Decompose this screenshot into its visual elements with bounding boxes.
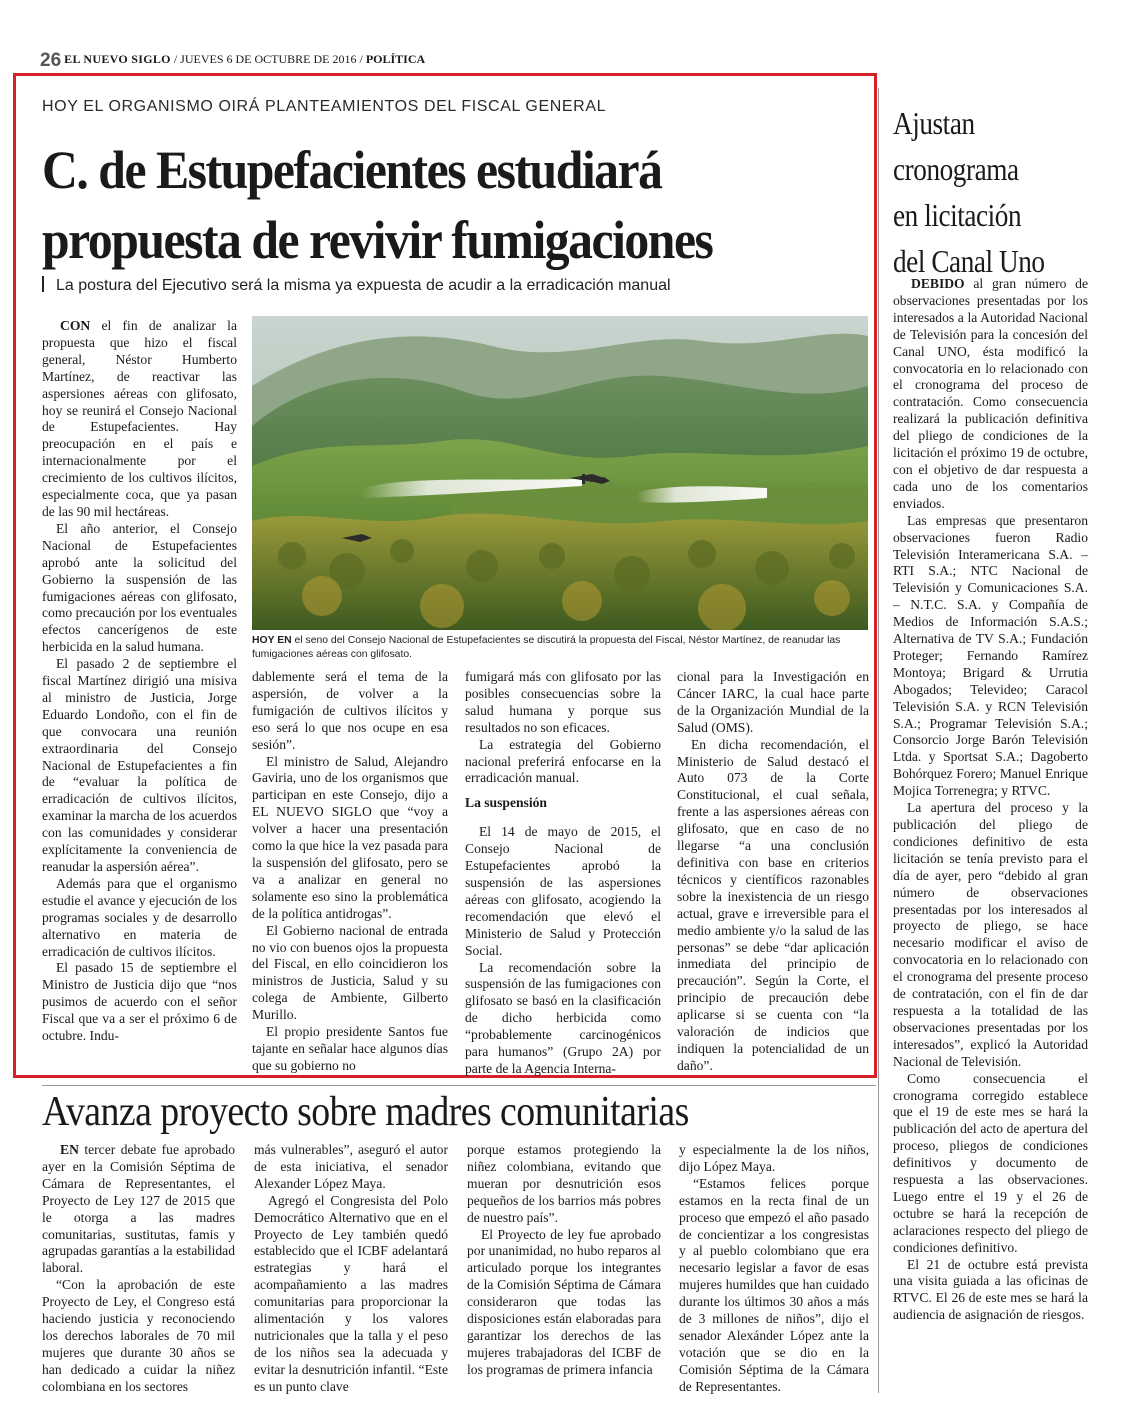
aerial-spraying-photo xyxy=(252,316,868,630)
lead-word: CON xyxy=(60,318,91,333)
paragraph-text: al gran número de observaciones presentadas por los interesados a la Autoridad Nacional de Televisión para la concesión del Canal UNO, ésta modificó la convocatoria en lo relacionado con el cronograma del proceso de contratación. Como consecuencia realizará la publicación definitiva del pliego de condiciones de la licitación el próximo 19 de octubre, con el objetivo de dar respuesta a cada uno de los comentarios enviados. xyxy=(893,276,1088,511)
subhead-bar xyxy=(42,276,44,292)
sidebar-paragraph xyxy=(893,276,1088,513)
lead-paragraph: El Gobierno nacional de entrada no vio con buenos ojos la propuesta del Fiscal, en ello coincidieron los ministros de Justicia, Salud y su colega de Ambiente, Gilberto Murillo. xyxy=(252,922,448,1023)
page-folio: 26 EL NUEVO SIGLO / JUEVES 6 DE OCTUBRE DE 2016 / POLÍTICA xyxy=(40,50,426,71)
lead-column-4 xyxy=(677,669,869,1075)
lead-paragraph: La estrategia del Gobierno nacional preferirá enfocarse en la erradicación manual. xyxy=(465,736,661,786)
sidebar-paragraph: Como consecuencia el cronograma corregido establece que el 19 de este mes se hará la publicación del acto de apertura del proceso, pliegos de condiciones definitivos y documento de respuesta a las observaciones. Luego entre el 19 y el 26 de octubre se hará la recepción de aclaraciones respecto del pliego de condiciones definitivo. xyxy=(893,1070,1088,1255)
lead-paragraph: fumigará más con glifosato por las posibles consecuencias sobre la salud humana y porque sus resultados no son eficaces. xyxy=(465,669,661,735)
second-column-1 xyxy=(42,1142,235,1396)
lead-kicker: HOY EL ORGANISMO OIRÁ PLANTEAMIENTOS DEL FISCAL GENERAL xyxy=(42,98,607,115)
lead-paragraph: El año anterior, el Consejo Nacional de Estupefacientes aprobó ante la solicitud del Gobierno la suspensión de las fumigaciones aéreas con glifosato, como precaución por los eventuales efectos cancerígenos de este herbicida en la salud humana. xyxy=(42,520,237,655)
lead-paragraph xyxy=(42,318,237,521)
lead-headline-line-1: C. de Estupefacientes estudiará xyxy=(42,140,662,200)
lead-paragraph: cional para la Investigación en Cáncer IARC, la cual hace parte de la Organización Mundial de la Salud (OMS). xyxy=(677,669,869,735)
sidebar-paragraph: La apertura del proceso y la publicación del pliego de condiciones definitivo de esta licitación se tenía previsto para el día de ayer, pero “debido al gran número de observaciones presentadas por los interesados al proyecto de pliego, se hace necesario modificar el aviso de convocatoria en lo relacionado con el cronograma del presente proceso de contratación, con el fin de dar respuesta a la totalidad de las observaciones presentadas por los interesados”, explicó la Autoridad Nacional de Televisión. xyxy=(893,800,1088,1069)
paragraph-text: tercer debate fue aprobado ayer en la Comisión Séptima de Cámara de Representantes, el Proyecto de Ley 127 de 2015 que le otorga a las madres comunitarias, sustitutas, famis y agrupadas garantías a la estabilidad laboral. xyxy=(42,1142,235,1276)
sidebar-headline-line-1: Ajustan xyxy=(893,105,975,141)
lead-paragraph: El 14 de mayo de 2015, el Consejo Nacional de Estupefacientes aprobó la suspensión de las aspersiones aéreas con glifosato, acogiendo la recomendación que elevó el Ministerio de Salud y Protección Social. xyxy=(465,824,661,958)
lead-column-1 xyxy=(42,318,237,1045)
section-name: POLÍTICA xyxy=(365,52,426,66)
second-paragraph: “Estamos felices porque estamos en la recta final de un proceso que empezó el año pasado de concientizar a los congresistas y al pueblo colombiano que era necesario legislar a favor de esas mujeres humildes que han cuidado durante los últimos 30 años a más de 3 millones de niños”, dijo el senador Alexánder López ante la votación que se dio en la Comisión Séptima de la Cámara de Representantes. xyxy=(679,1175,869,1394)
second-paragraph: “Con la aprobación de este Proyecto de Ley, el Congreso está haciendo justicia y reconociendo los derechos laborales de 70 mil mujeres que durante 30 años se han dedicado a cuidar la niñez colombiana en los sectores xyxy=(42,1277,235,1394)
page-number: 26 xyxy=(40,50,62,71)
second-column-4 xyxy=(679,1142,869,1396)
lead-paragraph: La recomendación sobre la suspensión de las fumigaciones con glifosato se basó en la clasificación de dicho herbicida como “probablemente carcinogénicos para humanos” (Grupo 2A) por parte de la Agencia Interna- xyxy=(465,959,661,1076)
sidebar-headline-line-3: en licitación xyxy=(893,197,1022,233)
lead-headline-line-2: propuesta de revivir fumigaciones xyxy=(42,210,713,270)
issue-date: JUEVES 6 DE OCTUBRE DE 2016 xyxy=(180,52,357,66)
second-paragraph: y especialmente la de los niños, dijo López Maya. xyxy=(679,1142,869,1174)
lead-paragraph: El propio presidente Santos fue tajante en señalar hace algunos días que su gobierno no xyxy=(252,1024,448,1073)
sidebar-headline-line-4: del Canal Uno xyxy=(893,243,1045,279)
second-column-3 xyxy=(467,1142,661,1379)
lead-column-3 xyxy=(465,669,661,1078)
lead-paragraph: El pasado 15 de septiembre el Ministro de Justicia dijo que “nos pusimos de acuerdo con el señor Fiscal que va a ser el próximo 6 de octubre. Indu- xyxy=(42,960,237,1044)
sidebar-paragraph: El 21 de octubre está prevista una visita guiada a las oficinas de RTVC. El 26 de este mes se hará la audiencia de asignación de riesgos. xyxy=(893,1256,1088,1323)
sidebar-headline-line-2: cronograma xyxy=(893,151,1019,187)
second-headline: Avanza proyecto sobre madres comunitarias xyxy=(42,1089,689,1135)
lead-paragraph: Además para que el organismo estudie el avance y ejecución de los programas sociales y de desarrollo alternativo en materia de erradicación de cultivos ilícitos. xyxy=(42,875,237,959)
sidebar-headline xyxy=(893,100,1072,284)
lead-paragraph: En dicha recomendación, el Ministerio de Salud destacó el Auto 073 de la Corte Constitucional, el cual señala, frente a las aspersiones aéreas con glifosato, que en caso de no llegarse “a una conclusión definitiva con base en criterios técnicos y científicos razonables sobre la inexistencia de un riesgo actual, grave e irreversible para el medio ambiente y/o la salud de las personas” se debe “dar aplicación inmediata del principio de precaución”. Según la Corte, el principio de precaución debe aplicarse si se cuenta con “la valoración de indicios que indiquen la potencialidad de un daño”. xyxy=(677,736,869,1073)
lead-paragraph: dablemente será el tema de la aspersión, de volver a la fumigación de cultivos ilícitos y eso será lo que nos ocupe en esa sesión”. xyxy=(252,669,448,752)
lead-paragraph: El ministro de Salud, Alejandro Gaviria, uno de los organismos que participan en este Consejo, dijo a EL NUEVO SIGLO que “voy a volver a hacer una presentación como la que hice la vez pasada para la suspensión del glifosato, pero se va a analizar en general no solamente eso sino la problemática de la política antidrogas”. xyxy=(252,753,448,921)
lead-subhead-text: La postura del Ejecutivo será la misma ya expuesta de acudir a la erradicación manual xyxy=(56,277,671,294)
lead-headline xyxy=(42,135,806,275)
publication-name: EL NUEVO SIGLO xyxy=(64,52,171,66)
second-paragraph xyxy=(42,1142,235,1277)
lead-subsection-heading: La suspensión xyxy=(465,795,547,811)
second-paragraph: Agregó el Congresista del Polo Democrático Alternativo que en el Proyecto de Ley también quedó establecido que el ICBF adelantará estrategias y hará el acompañamiento a las madres comunitarias para proporcionar la alimentación y los valores nutricionales que la talla y el peso de los niños sea la adecuada y evitar la desnutrición infantil. “Este es un punto clave xyxy=(254,1192,448,1394)
caption-text: el seno del Consejo Nacional de Estupefacientes se discutirá la propuesta del Fiscal, Néstor Martínez, de reanudar las fumigaciones aéreas con glifosato. xyxy=(252,635,841,660)
sidebar-divider xyxy=(878,88,879,1393)
sidebar-body xyxy=(893,276,1088,1324)
paragraph-text: el fin de analizar la propuesta que hizo el fiscal general, Néstor Humberto Martínez, de reactivar las aspersiones aéreas con glifosato, hoy se reunirá el Consejo Nacional de Estupefacientes. Hay preocupación en el país e internacionalmente por el crecimiento de los cultivos ilícitos, especialmente coca, que ya pasan de las 90 mil hectáreas. xyxy=(42,318,237,519)
lead-paragraph: El pasado 2 de septiembre el fiscal Martínez dirigió una misiva al ministro de Justicia, Jorge Eduardo Londoño, con el fin de que convocara una reunión extraordinaria del Consejo Nacional de Estupefacientes a fin de “evaluar la política de erradicación de cultivos ilícitos, examinar la marcha de los acuerdos con las comunidades y considerar explícitamente la conveniencia de reanudar la aspersión aérea”. xyxy=(42,656,237,874)
second-paragraph: porque estamos protegiendo la niñez colombiana, evitando que mueran por desnutrición esos pequeños de los barrios más pobres de nuestro país”. xyxy=(467,1142,661,1225)
lead-word: DEBIDO xyxy=(911,276,965,291)
second-paragraph: más vulnerables”, aseguró el autor de esta iniciativa, el senador Alexander López Maya. xyxy=(254,1142,448,1191)
lead-subhead xyxy=(42,276,671,295)
lead-word: EN xyxy=(60,1142,79,1157)
second-paragraph: El Proyecto de ley fue aprobado por unanimidad, no hubo reparos al articulado porque los integrantes de la Comisión Séptima de Cámara consideraron que todas las disposiciones están elaboradas para garantizar los derechos de las mujeres trabajadoras del ICBF de los programas de primera infancia xyxy=(467,1226,661,1377)
second-column-2 xyxy=(254,1142,448,1396)
sidebar-paragraph: Las empresas que presentaron observaciones fueron Radio Televisión Interamericana S.A. – RTI S.A.; NTC Nacional de Televisión y Comunicaciones S.A. – N.T.C. S.A. y Compañía de Medios de Información S.A.S.; Alternativa de TV S.A.; Fundación Proteger; Fernando Ramírez Montoya; Brigard & Urrutia Abogados; Televideo; Caracol Televisión S.A. y RCN Televisión S.A.; Programar Televisión S.A.; Consorcio Jorge Barón Televisión Ltda. y Sportsat S.A.; Dagoberto Bohórquez Forero; Manuel Enrique Mojica Torrenegra; y RTVC. xyxy=(893,512,1088,799)
caption-lead: HOY EN xyxy=(252,635,292,646)
photo-caption xyxy=(252,634,852,662)
lead-column-2 xyxy=(252,669,448,1075)
